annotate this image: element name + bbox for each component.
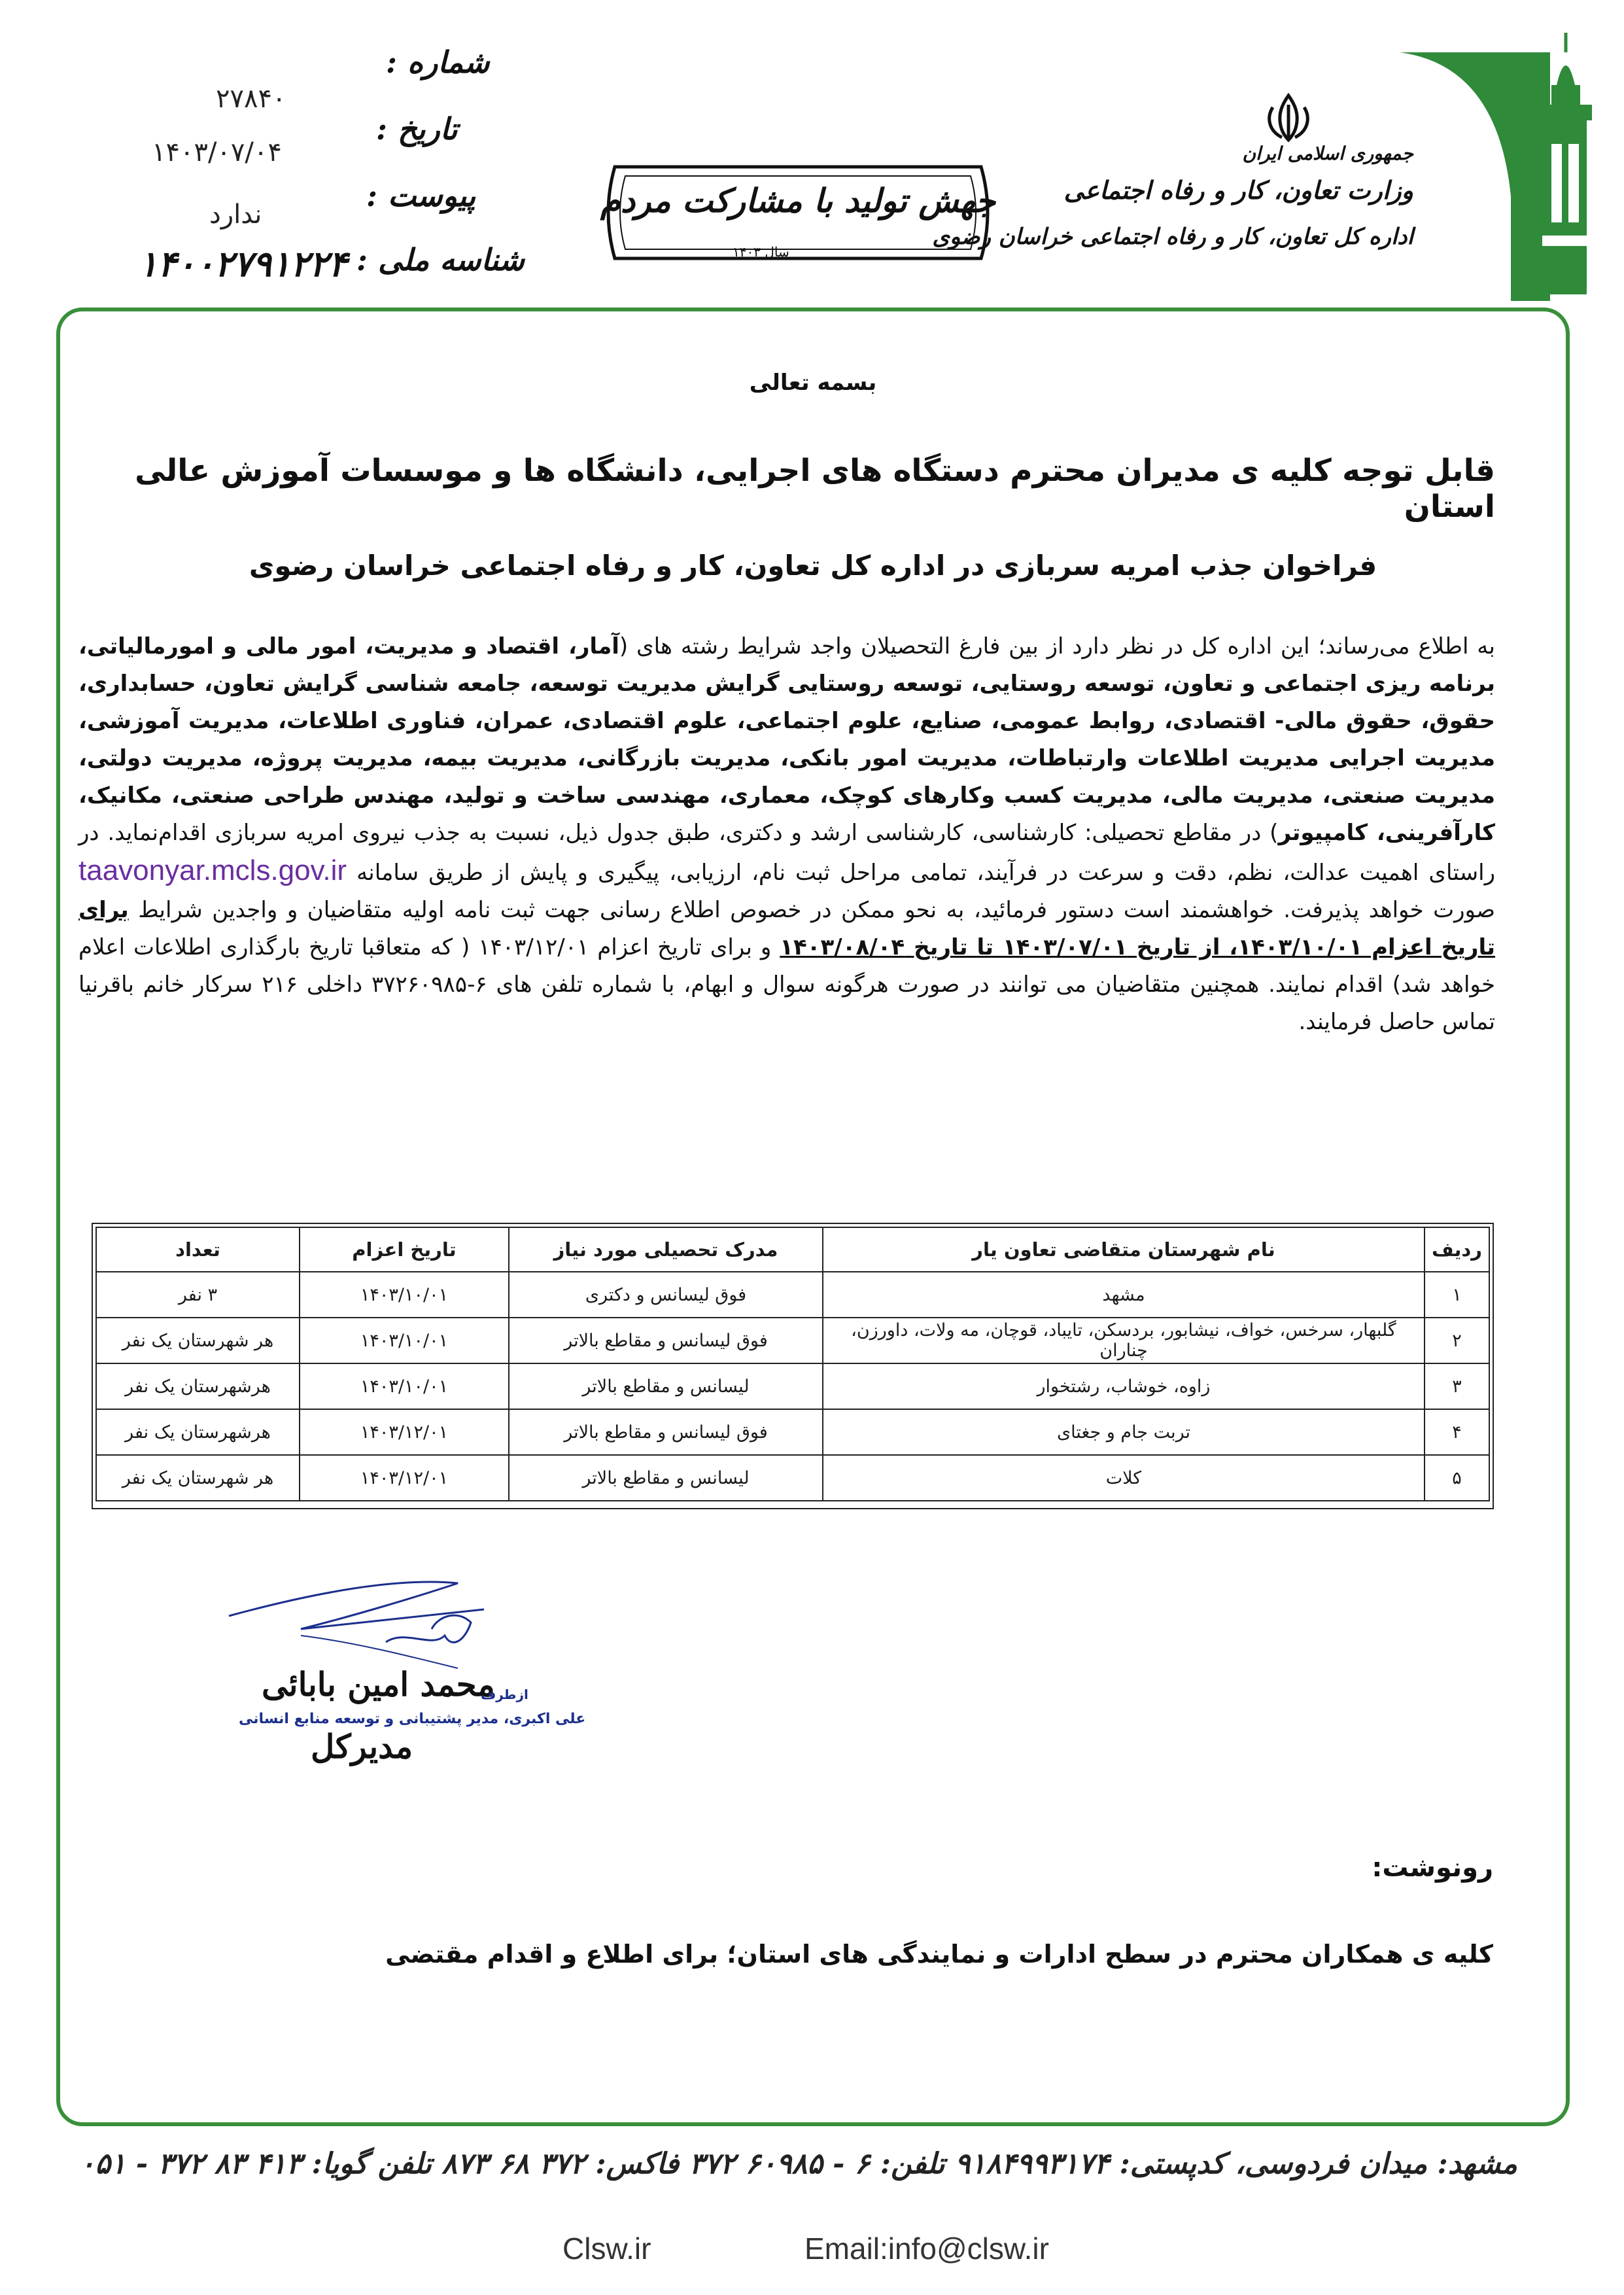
slogan-text: جهش تولید با مشارکت مردم bbox=[600, 181, 996, 220]
cc-line: کلیه ی همکاران محترم در سطح ادارات و نمایندگی های استان؛ برای اطلاع و اقدام مقتضی bbox=[385, 1940, 1493, 1969]
footer-email[interactable]: Email:info@clsw.ir bbox=[804, 2232, 1049, 2266]
table-row bbox=[96, 1363, 1489, 1409]
cell-city: گلبهار، سرخس، خواف، نیشابور، بردسکن، تایباد، قوچان، مه ولات، داورزن، چناران bbox=[823, 1318, 1425, 1363]
national-id-label: شناسه ملی : bbox=[356, 242, 525, 277]
cell-degree: فوق لیسانس و دکتری bbox=[509, 1272, 823, 1318]
table-row bbox=[96, 1318, 1489, 1363]
cell-row-number: ۱ bbox=[1425, 1272, 1489, 1318]
body-contact: و برای تاریخ اعزام ۱۴۰۳/۱۲/۰۱ ( که متعاقبا تاریخ بارگذاری اطلاعات اعلام خواهد شد) اقدام نمایند. همچنین متقاضیان می توانند در صورت هرگونه سوال و ابهام، با شماره تلفن های ۶-۳۷۲۶۰۹۸۵ داخلی ۲۱۶ سرکار خانم باقرنیا تماس حاصل فرمایند. bbox=[78, 934, 1495, 1035]
cell-city: کلات bbox=[823, 1455, 1425, 1501]
on-behalf-signer: علی اکبری، مدیر پشتیبانی و توسعه منابع انسانی bbox=[239, 1711, 586, 1727]
cell-degree: فوق لیسانس و مقاطع بالاتر bbox=[509, 1318, 823, 1363]
cell-count: هر شهرستان یک نفر bbox=[96, 1455, 300, 1501]
iran-emblem-icon bbox=[1262, 92, 1315, 144]
cell-dispatch-date: ۱۴۰۳/۱۰/۰۱ bbox=[300, 1318, 509, 1363]
registration-dates: برای تاریخ اعزام ۱۴۰۳/۱۰/۰۱، از تاریخ ۱۴۰۳/۰۷/۰۱ تا تاریخ ۱۴۰۳/۰۸/۰۴ bbox=[78, 897, 1496, 960]
col-count: تعداد bbox=[96, 1227, 300, 1272]
footer-address: مشهد: میدان فردوسی، کدپستی: ۹۱۸۴۹۹۳۱۷۴ تلفن: ۶ - ۶۰۹۸۵ ۳۷۲ فاکس: ۳۷۲ ۶۸ ۸۷۳ تلفن گویا: ۴۱۳ ۸۳ ۳۷۲ - ۰۵۱ bbox=[79, 2147, 1517, 2181]
cell-count: هرشهرستان یک نفر bbox=[96, 1409, 300, 1455]
col-dispatch-date: تاریخ اعزام bbox=[300, 1227, 509, 1272]
subject: فراخوان جذب امریه سربازی در اداره کل تعاون، کار و رفاه اجتماعی خراسان رضوی bbox=[249, 550, 1377, 582]
cell-city: مشهد bbox=[823, 1272, 1425, 1318]
date-label: تاریخ : bbox=[376, 111, 458, 147]
cell-city: زاوه، خوشاب، رشتخوار bbox=[823, 1363, 1425, 1409]
addressee: قابل توجه کلیه ی مدیران محترم دستگاه های اجرایی، دانشگاه ها و موسسات آموزش عالی استان bbox=[135, 453, 1495, 525]
date-value: ۱۴۰۳/۰۷/۰۴ bbox=[152, 137, 282, 167]
cell-dispatch-date: ۱۴۰۳/۱۰/۰۱ bbox=[300, 1363, 509, 1409]
slogan-year: سال ۱۴۰۳ bbox=[733, 244, 789, 260]
table-header-row bbox=[96, 1227, 1489, 1272]
cell-row-number: ۳ bbox=[1425, 1363, 1489, 1409]
attachment-value: ندارد bbox=[209, 200, 262, 230]
cell-dispatch-date: ۱۴۰۳/۱۲/۰۱ bbox=[300, 1409, 509, 1455]
table-row bbox=[96, 1455, 1489, 1501]
cell-row-number: ۲ bbox=[1425, 1318, 1489, 1363]
cc-label: رونوشت: bbox=[1372, 1853, 1493, 1883]
cell-degree: فوق لیسانس و مقاطع بالاتر bbox=[509, 1409, 823, 1455]
table-row bbox=[96, 1409, 1489, 1455]
cell-row-number: ۴ bbox=[1425, 1409, 1489, 1455]
cell-count: هرشهرستان یک نفر bbox=[96, 1363, 300, 1409]
col-degree: مدرک تحصیلی مورد نیاز bbox=[509, 1227, 823, 1272]
body-request: صورت خواهد پذیرفت. خواهشمند است دستور فرمائید، به نحو ممکن در خصوص اطلاع رسانی جهت ثبت نامه اولیه متقاضیان و واجدین شرایط bbox=[138, 897, 1495, 923]
footer-website[interactable]: Clsw.ir bbox=[562, 2232, 651, 2266]
letter-body bbox=[78, 628, 1495, 1041]
cell-city: تربت جام و جغتای bbox=[823, 1409, 1425, 1455]
number-value: ۲۷۸۴۰ bbox=[216, 84, 286, 114]
cell-dispatch-date: ۱۴۰۳/۱۲/۰۱ bbox=[300, 1455, 509, 1501]
body-fields: آمار، اقتصاد و مدیریت، امور مالی و امورمالیاتی، برنامه ریزی اجتماعی و تعاون، توسعه روستایی، توسعه روستایی گرایش مدیریت توسعه، جامعه شناسی گرایش تعاون، حسابداری، حقوق، حقوق مالی- اقتصادی، روابط عمومی، صنایع، علوم اجتماعی، علوم اقتصادی، عمران، فناوری اطلاعات، مدیریت آموزشی، مدیریت اجرایی مدیریت اطلاعات وارتباطات، مدیریت امور بانکی، مدیریت بازرگانی، مدیریت بیمه، مدیریت پروژه، مدیریت دولتی، مدیریت صنعتی، مدیریت مالی، مدیریت کسب وکارهای کوچک، معماری، مهندسی ساخت و تولید، مهندس طراحی صنعتی، مکانیک، کارآفرینی، کامپیوتر bbox=[78, 633, 1495, 846]
cell-degree: لیسانس و مقاطع بالاتر bbox=[509, 1455, 823, 1501]
signer-title: مدیرکل bbox=[311, 1727, 413, 1766]
attachment-label: پیوست : bbox=[366, 178, 476, 213]
cell-degree: لیسانس و مقاطع بالاتر bbox=[509, 1363, 823, 1409]
ministry-line-3: اداره کل تعاون، کار و رفاه اجتماعی خراسان رضوی bbox=[932, 224, 1413, 250]
system-link[interactable]: taavonyar.mcls.gov.ir bbox=[78, 854, 347, 886]
body-intro: به اطلاع می‌رساند؛ این اداره کل در نظر دارد از بین فارغ التحصیلان واجد شرایط رشته های ( bbox=[619, 633, 1495, 659]
cell-count: هر شهرستان یک نفر bbox=[96, 1318, 300, 1363]
cell-dispatch-date: ۱۴۰۳/۱۰/۰۱ bbox=[300, 1272, 509, 1318]
basmala: بسمه تعالی bbox=[749, 370, 877, 396]
number-label: شماره : bbox=[386, 44, 490, 80]
quota-table bbox=[95, 1227, 1490, 1501]
ministry-line-1: جمهوری اسلامی ایران bbox=[1242, 143, 1413, 164]
ministry-line-2: وزارت تعاون، کار و رفاه اجتماعی bbox=[1063, 175, 1413, 205]
slogan-emblem bbox=[589, 141, 1007, 285]
col-city: نام شهرستان متقاضی تعاون یار bbox=[823, 1227, 1425, 1272]
cell-row-number: ۵ bbox=[1425, 1455, 1489, 1501]
table-row bbox=[96, 1272, 1489, 1318]
body-degrees: ) در مقاطع تحصیلی: کارشناسی، کارشناسی ارشد و دکتری، طبق جدول ذیل، نسبت به جذب نیروی امریه سربازی اقدام‌نماید. در راستای اهمیت عدالت، نظم، دقت و سرعت در فرآیند، تمامی مراحل ثبت نام، ارزیابی، پیگیری و پایش از طریق سامانه bbox=[78, 820, 1495, 886]
signer-name: محمد امین بابائی bbox=[262, 1665, 495, 1704]
col-row-number: ردیف bbox=[1425, 1227, 1489, 1272]
national-id-value: ۱۴۰۰۲۷۹۱۲۲۴ bbox=[139, 243, 348, 285]
cell-count: ۳ نفر bbox=[96, 1272, 300, 1318]
minaret-logo-icon bbox=[1380, 26, 1615, 301]
on-behalf-label: ازطرف bbox=[481, 1687, 528, 1702]
